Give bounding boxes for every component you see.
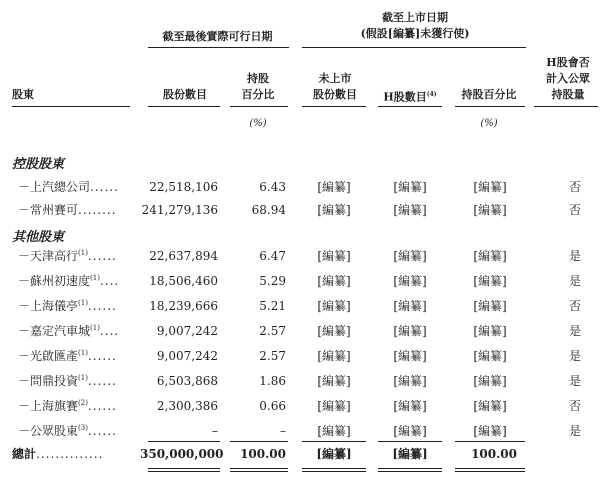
shareholder-name: －上海儀亭$^{(1)}$...... <box>18 299 117 313</box>
counts-toward-public-float: 否 <box>568 180 581 194</box>
counts-toward-public-float: 是 <box>568 424 581 438</box>
h-shares: [編纂] <box>393 274 427 288</box>
unlisted-shares: [編纂] <box>317 399 351 413</box>
shareholding-pct: 6.43 <box>259 180 286 194</box>
footnote-ref: (3) <box>78 424 88 432</box>
table-row <box>0 320 606 342</box>
shareholder-name: －常州賽可........ <box>18 203 117 217</box>
col-header-h-shares: H股數目$^{(4)}$ <box>383 90 437 104</box>
counts-toward-public-float: 是 <box>568 324 581 338</box>
shareholding-pct: 6.47 <box>259 249 286 263</box>
shareholder-name: －天津高行$^{(1)}$...... <box>18 249 117 263</box>
shares-count: 18,506,460 <box>149 274 218 288</box>
shareholding-pct: 0.66 <box>259 399 286 413</box>
col-header-shares: 股份數目 <box>163 88 207 101</box>
total-double-5a <box>455 468 525 469</box>
shareholding-pct: 5.29 <box>259 274 286 288</box>
h-shares: [編纂] <box>393 324 427 338</box>
counts-toward-public-float: 是 <box>568 349 581 363</box>
group-header-last-practicable: 截至最後實際可行日期 <box>162 30 273 43</box>
underline-shareholder <box>12 106 130 107</box>
h-shares: [編纂] <box>393 349 427 363</box>
counts-toward-public-float: 是 <box>568 249 581 263</box>
unit-pct-after: (%) <box>480 118 498 129</box>
total-double-5b <box>455 471 525 472</box>
shareholding-pct: 68.94 <box>251 203 286 217</box>
shareholder-name: －上汽總公司...... <box>18 180 119 194</box>
col-header-public-line2: 計入公眾 <box>546 72 590 85</box>
group-underline-listing <box>302 47 526 48</box>
shareholder-name: －蘇州初速度$^{(1)}$.... <box>18 274 120 288</box>
h-shares: [編纂] <box>393 374 427 388</box>
table-row <box>0 176 606 198</box>
underline-public <box>534 106 598 107</box>
total-topline-pct <box>230 441 288 442</box>
unlisted-shares: [編纂] <box>317 274 351 288</box>
total-h-shares: [編纂] <box>392 447 428 461</box>
shareholding-pct: 2.57 <box>259 349 286 363</box>
group-header-listing-line1: 截至上市日期 <box>382 11 448 24</box>
shares-count: 18,239,666 <box>149 299 218 313</box>
unlisted-shares: [編纂] <box>317 180 351 194</box>
underline-pct-after <box>455 106 525 107</box>
shareholding-pct-after: [編纂] <box>473 274 507 288</box>
h-shares: [編纂] <box>393 180 427 194</box>
h-shares: [編纂] <box>393 424 427 438</box>
total-topline-pct-after <box>455 441 525 442</box>
col-header-h-shares-note: (4) <box>426 91 437 98</box>
unlisted-shares: [編纂] <box>317 349 351 363</box>
total-topline-shares <box>148 441 220 442</box>
h-shares: [編纂] <box>393 399 427 413</box>
table-row <box>0 199 606 221</box>
counts-toward-public-float: 否 <box>568 299 581 313</box>
col-header-pct-line2: 百分比 <box>241 88 275 101</box>
total-topline-h-shares <box>378 441 442 442</box>
shareholding-pct-after: [編纂] <box>473 299 507 313</box>
total-pct: 100.00 <box>240 447 286 461</box>
counts-toward-public-float: 否 <box>568 203 581 217</box>
shareholding-pct: 5.21 <box>259 299 286 313</box>
shareholding-pct: 2.57 <box>259 324 286 338</box>
table-row <box>0 395 606 417</box>
shares-count: 9,007,242 <box>156 349 218 363</box>
shareholder-name: －嘉定汽車城$^{(1)}$.... <box>18 324 120 338</box>
shareholding-pct-after: [編纂] <box>473 324 507 338</box>
footnote-ref: (1) <box>78 249 88 257</box>
table-row <box>0 295 606 317</box>
shareholding-pct-after: [編纂] <box>473 399 507 413</box>
footnote-ref: (1) <box>78 349 88 357</box>
col-header-unlisted-line2: 股份數目 <box>313 88 357 101</box>
unlisted-shares: [編纂] <box>317 424 351 438</box>
h-shares: [編纂] <box>393 249 427 263</box>
col-header-public-line3: 持股量 <box>551 88 585 101</box>
counts-toward-public-float: 是 <box>568 374 581 388</box>
h-shares: [編纂] <box>393 299 427 313</box>
section-controlling: 控股股東 <box>12 157 65 172</box>
total-row <box>0 443 606 465</box>
shareholding-pct-after: [編纂] <box>473 180 507 194</box>
shares-count: 6,503,868 <box>156 374 218 388</box>
section-others: 其他股東 <box>12 230 65 245</box>
footnote-ref: (2) <box>78 399 88 407</box>
col-header-unlisted-line1: 未上市 <box>318 72 352 85</box>
col-header-public-line1: H股會否 <box>546 56 590 69</box>
total-double-2b <box>230 471 288 472</box>
shareholder-name: －光啟匯產$^{(1)}$...... <box>18 349 117 363</box>
group-underline-last-practicable <box>148 47 289 48</box>
counts-toward-public-float: 是 <box>568 274 581 288</box>
shares-count: 9,007,242 <box>156 324 218 338</box>
footnote-ref: (1) <box>90 324 100 332</box>
shares-count: 2,300,386 <box>156 399 218 413</box>
shareholder-name: －公眾股東$^{(3)}$...... <box>18 424 117 438</box>
shareholding-pct: – <box>280 424 286 438</box>
shareholding-pct-after: [編纂] <box>473 203 507 217</box>
total-double-4a <box>378 468 442 469</box>
table-row <box>0 420 606 442</box>
table-row <box>0 270 606 292</box>
shareholding-pct-after: [編纂] <box>473 374 507 388</box>
counts-toward-public-float: 否 <box>568 399 581 413</box>
table-row <box>0 345 606 367</box>
shares-count: 241,279,136 <box>141 203 218 217</box>
footnote-ref: (1) <box>90 274 100 282</box>
footnote-ref: (1) <box>78 299 88 307</box>
total-shares: 350,000,000 <box>140 447 224 461</box>
h-shares: [編纂] <box>393 203 427 217</box>
shareholding-pct: 1.86 <box>259 374 286 388</box>
shares-count: 22,518,106 <box>149 180 218 194</box>
unit-pct: (%) <box>249 118 267 129</box>
footnote-ref: (1) <box>78 374 88 382</box>
unlisted-shares: [編纂] <box>317 374 351 388</box>
col-header-pct-line1: 持股 <box>247 72 269 85</box>
unlisted-shares: [編纂] <box>317 249 351 263</box>
shareholder-name: －問鼎投資$^{(1)}$...... <box>18 374 117 388</box>
table-row <box>0 245 606 267</box>
shareholding-pct-after: [編纂] <box>473 424 507 438</box>
total-double-3b <box>302 471 366 472</box>
group-header-listing-line2: (假設[編纂]未獲行使) <box>360 27 470 40</box>
col-header-pct-after: 持股百分比 <box>461 88 517 101</box>
underline-h-shares <box>378 106 442 107</box>
total-label: 總計.............. <box>12 447 104 461</box>
total-unlisted: [編纂] <box>316 447 352 461</box>
unlisted-shares: [編纂] <box>317 203 351 217</box>
total-double-3a <box>302 468 366 469</box>
underline-pct <box>230 106 288 107</box>
shareholding-pct-after: [編纂] <box>473 249 507 263</box>
total-double-1b <box>148 471 220 472</box>
underline-shares <box>148 106 220 107</box>
shares-count: – <box>212 424 218 438</box>
shareholder-name: －上海旗賽$^{(2)}$...... <box>18 399 117 413</box>
shareholding-pct-after: [編纂] <box>473 349 507 363</box>
col-header-shareholder: 股東 <box>12 88 34 101</box>
table-row <box>0 370 606 392</box>
shares-count: 22,637,894 <box>149 249 218 263</box>
total-double-2a <box>230 468 288 469</box>
total-double-4b <box>378 471 442 472</box>
unlisted-shares: [編纂] <box>317 324 351 338</box>
unlisted-shares: [編纂] <box>317 299 351 313</box>
total-pct-after: 100.00 <box>471 447 517 461</box>
total-topline-unlisted <box>302 441 366 442</box>
underline-unlisted <box>302 106 366 107</box>
total-double-1a <box>148 468 220 469</box>
